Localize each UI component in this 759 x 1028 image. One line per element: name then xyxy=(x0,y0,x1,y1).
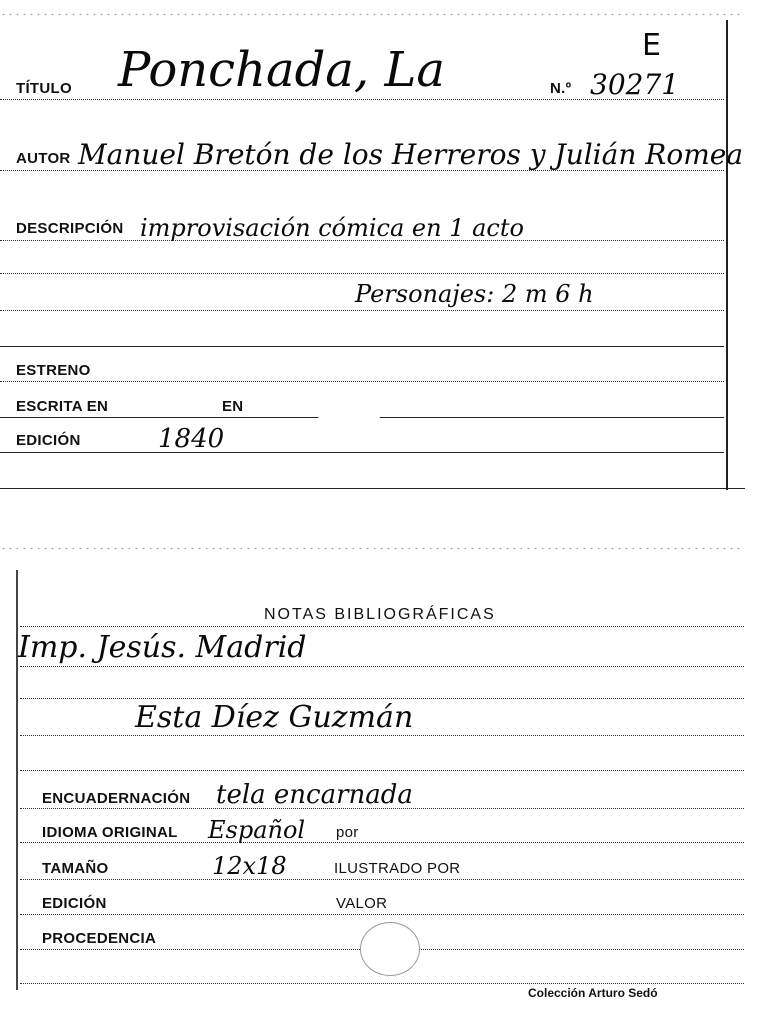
rule xyxy=(20,770,744,771)
en-label: EN xyxy=(222,398,244,415)
rule xyxy=(20,914,744,915)
tamano-label: TAMAÑO xyxy=(42,860,109,877)
rule xyxy=(20,842,744,843)
edicion-label: EDICIÓN xyxy=(16,432,81,449)
rule xyxy=(0,99,724,100)
estreno-label: ESTRENO xyxy=(16,362,91,379)
rule xyxy=(20,808,744,809)
rule xyxy=(0,310,724,311)
rule xyxy=(0,273,724,274)
card-right-border xyxy=(726,20,728,490)
card-top-edge xyxy=(0,546,740,552)
titulo-value: Ponchada, La xyxy=(118,42,445,98)
rule xyxy=(20,666,744,667)
rule xyxy=(20,626,744,627)
punch-hole xyxy=(360,922,420,976)
procedencia-label: PROCEDENCIA xyxy=(42,930,157,947)
rule xyxy=(0,240,724,241)
edicion-value: 1840 xyxy=(158,424,225,454)
note-line-1: Imp. Jesús. Madrid xyxy=(18,630,307,665)
rule xyxy=(20,879,744,880)
titulo-label: TÍTULO xyxy=(16,80,72,97)
corner-mark: E xyxy=(642,28,661,63)
numero-label: N.º xyxy=(550,80,572,97)
notas-heading: NOTAS BIBLIOGRÁFICAS xyxy=(264,606,496,623)
ilustrado-label: ILUSTRADO POR xyxy=(334,860,461,877)
numero-value: 30271 xyxy=(590,68,680,101)
encuadernacion-value: tela encarnada xyxy=(216,780,413,810)
autor-value: Manuel Bretón de los Herreros y Julián Romea xyxy=(78,138,744,171)
por-label: por xyxy=(336,824,359,841)
idioma-label: IDIOMA ORIGINAL xyxy=(42,824,178,841)
descripcion-label: DESCRIPCIÓN xyxy=(16,220,124,237)
rule xyxy=(0,346,724,347)
rule xyxy=(20,983,744,984)
valor-label: VALOR xyxy=(336,895,388,912)
idioma-value: Español xyxy=(208,816,306,844)
rule xyxy=(0,452,724,453)
rule xyxy=(20,698,744,699)
rule xyxy=(0,381,724,382)
catalog-card-back xyxy=(0,540,759,1028)
descripcion-value: improvisación cómica en 1 acto xyxy=(140,214,524,242)
card-bottom-border xyxy=(0,488,745,489)
rule xyxy=(0,170,724,171)
autor-label: AUTOR xyxy=(16,150,71,167)
encuadernacion-label: ENCUADERNACIÓN xyxy=(42,790,191,807)
descripcion-extra: Personajes: 2 m 6 h xyxy=(355,280,594,308)
edicion-bottom-label: EDICIÓN xyxy=(42,895,107,912)
note-line-2: Esta Díez Guzmán xyxy=(135,700,414,735)
collection-credit: Colección Arturo Sedó xyxy=(528,986,658,1000)
rule xyxy=(20,735,744,736)
tamano-value: 12x18 xyxy=(212,852,287,880)
punch-hole xyxy=(318,400,380,440)
escrita-en-label: ESCRITA EN xyxy=(16,398,109,415)
card-top-edge xyxy=(0,12,740,18)
catalog-card-front xyxy=(0,0,759,495)
